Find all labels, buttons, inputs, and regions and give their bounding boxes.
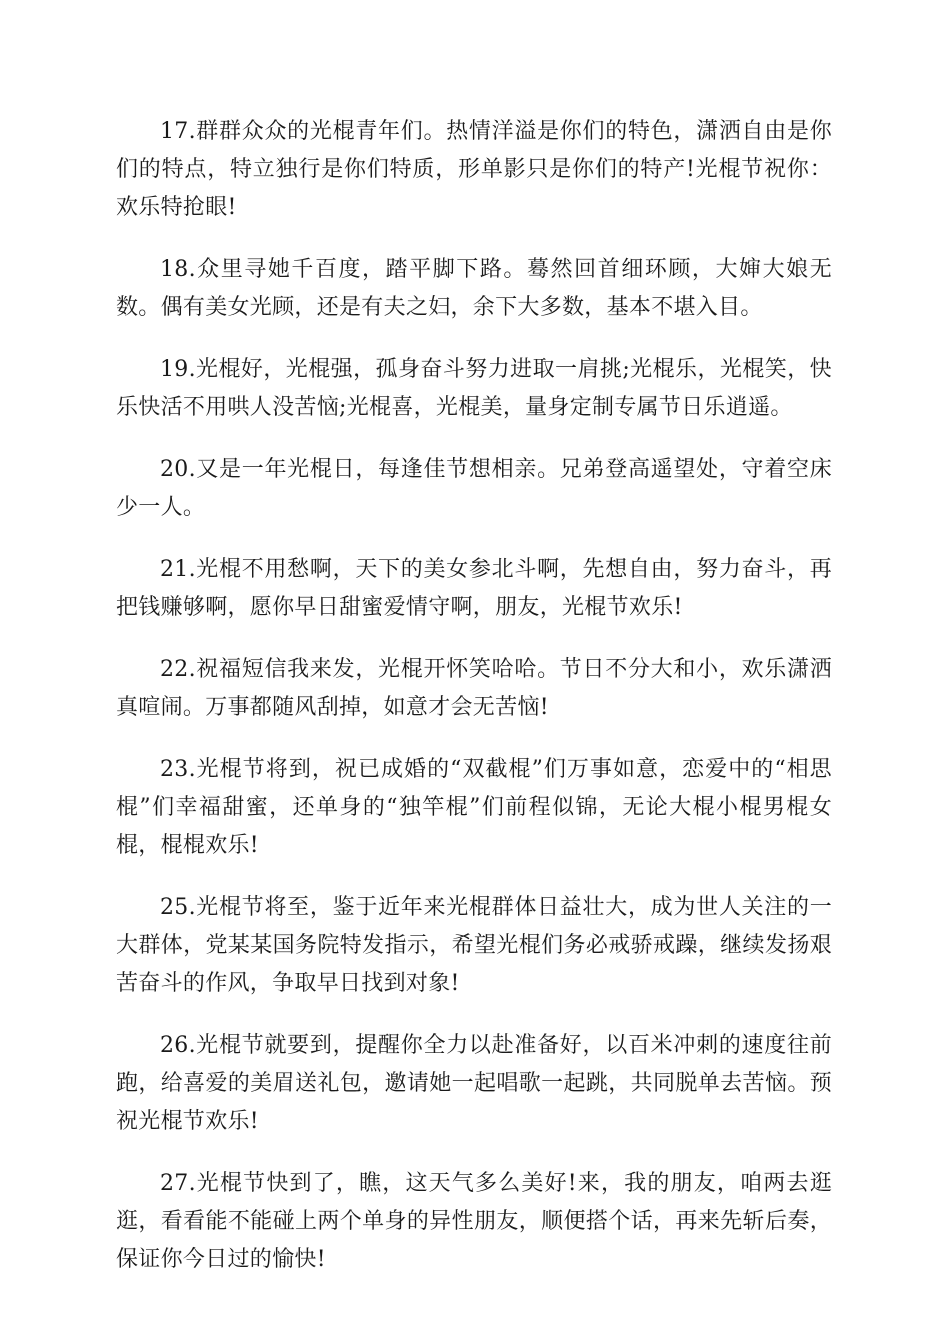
paragraph-25: 25.光棍节将至，鉴于近年来光棍群体日益壮大，成为世人关注的一大群体，党某某国务院特发指示，希望光棍们务必戒骄戒躁，继续发扬艰苦奋斗的作风，争取早日找到对象! xyxy=(116,895,832,996)
paragraph-19: 19.光棍好，光棍强，孤身奋斗努力进取一肩挑;光棍乐，光棍笑，快乐快活不用哄人没苦恼;光棍喜，光棍美，量身定制专属节日乐逍遥。 xyxy=(116,357,832,420)
paragraph-22: 22.祝福短信我来发，光棍开怀笑哈哈。节日不分大和小，欢乐潇洒真喧闹。万事都随风刮掉，如意才会无苦恼! xyxy=(116,657,832,720)
paragraph-23: 23.光棍节将到，祝已成婚的“双截棍”们万事如意，恋爱中的“相思棍”们幸福甜蜜，还单身的“独竿棍”们前程似锦，无论大棍小棍男棍女棍，棍棍欢乐! xyxy=(116,757,832,858)
document-body xyxy=(116,113,832,1303)
paragraph-21: 21.光棍不用愁啊，天下的美女参北斗啊，先想自由，努力奋斗，再把钱赚够啊，愿你早日甜蜜爱情守啊，朋友，光棍节欢乐! xyxy=(116,557,832,620)
paragraph-17: 17.群群众众的光棍青年们。热情洋溢是你们的特色，潇洒自由是你们的特点，特立独行是你们特质，形单影只是你们的特产!光棍节祝你：欢乐特抢眼! xyxy=(116,119,832,220)
paragraph-18: 18.众里寻她千百度，踏平脚下路。蓦然回首细环顾，大婶大娘无数。偶有美女光顾，还是有夫之妇，余下大多数，基本不堪入目。 xyxy=(116,257,832,320)
paragraph-26: 26.光棍节就要到，提醒你全力以赴准备好，以百米冲刺的速度往前跑，给喜爱的美眉送礼包，邀请她一起唱歌一起跳，共同脱单去苦恼。预祝光棍节欢乐! xyxy=(116,1033,832,1134)
paragraph-27: 27.光棍节快到了，瞧，这天气多么美好!来，我的朋友，咱两去逛逛，看看能不能碰上两个单身的异性朋友，顺便搭个话，再来先斩后奏，保证你今日过的愉快! xyxy=(116,1171,832,1272)
paragraph-20: 20.又是一年光棍日，每逢佳节想相亲。兄弟登高遥望处，守着空床少一人。 xyxy=(116,457,832,520)
